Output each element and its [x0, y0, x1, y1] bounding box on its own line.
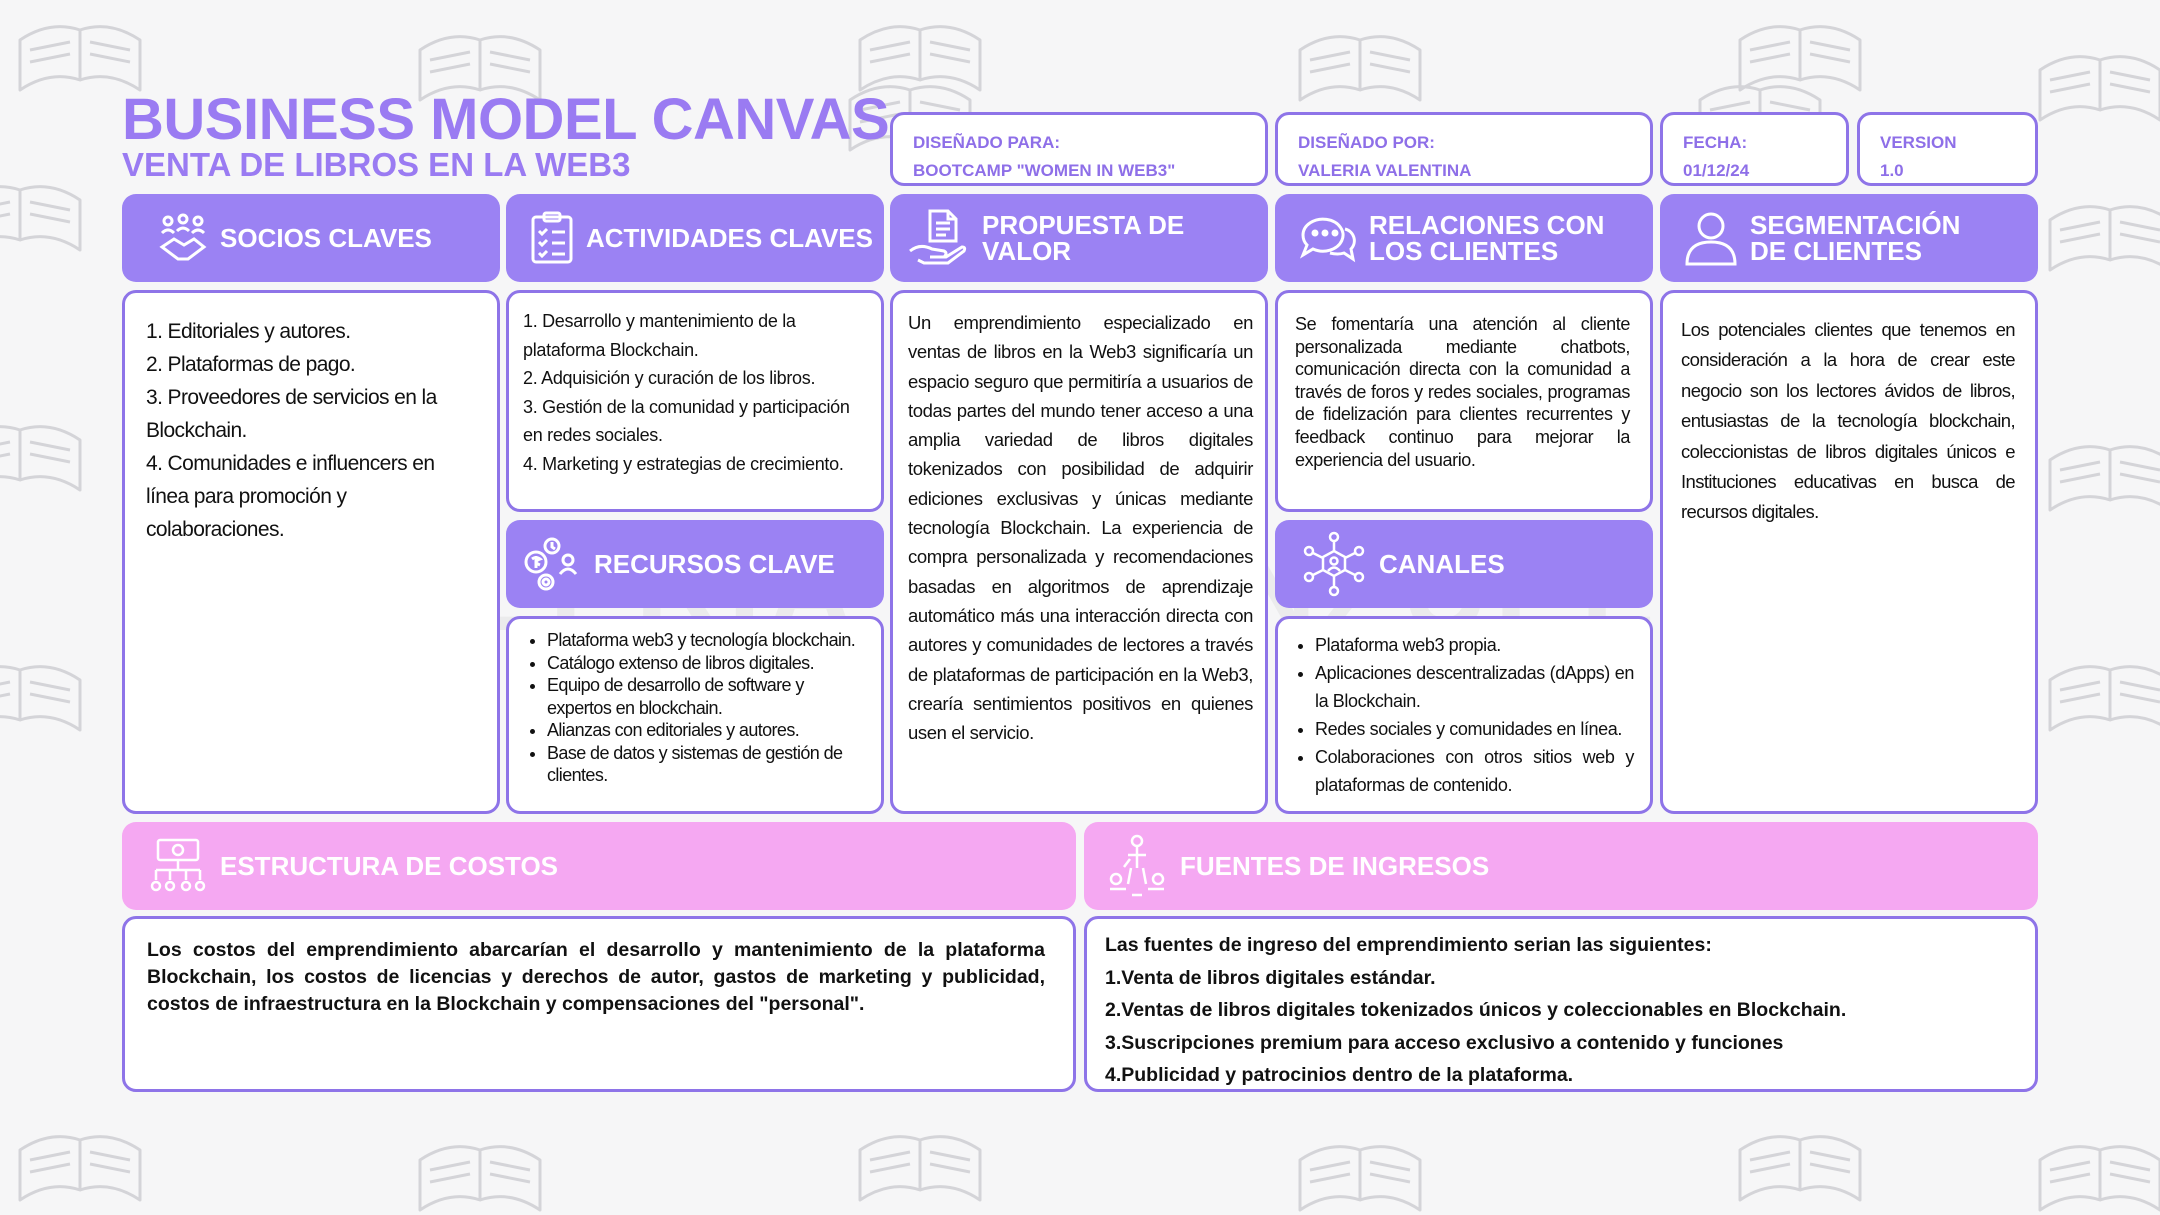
- segmentacion-header: [1660, 194, 2038, 282]
- canales-item: • Redes sociales y comunidades en línea.: [1315, 715, 1634, 743]
- propuesta-title-line1: PROPUESTA DE: [982, 210, 1185, 240]
- designed-for-label: DISEÑADO PARA:: [913, 133, 1061, 152]
- network-icon: [1301, 531, 1367, 597]
- ingresos-header: [1084, 822, 2038, 910]
- canales-item: • Colaboraciones con otros sitios web y plataformas de contenido.: [1315, 743, 1634, 799]
- costos-text: Los costos del emprendimiento abarcarían el desarrollo y mantenimiento de la plataforma Blockchain, los costos de licencias y derechos de autor, gastos de marketing y publicidad, costos de infraestructura en la Blockchain y compensaciones del "personal".: [147, 939, 1045, 1015]
- actividades-item: 4. Marketing y estrategias de crecimiento.: [523, 453, 844, 474]
- costos-title: ESTRUCTURA DE COSTOS: [220, 851, 559, 881]
- canales-item: • Plataforma web3 propia.: [1315, 631, 1634, 659]
- designed-for-box: [890, 112, 1268, 186]
- actividades-item: 2. Adquisición y curación de los libros.: [523, 368, 816, 388]
- socios-header: [122, 194, 500, 282]
- propuesta-text: Un emprendimiento especializado en ventas de libros en la Web3 significaría un espacio seguro que permitiría a usuarios de todas partes del mundo tener acceso a una amplia variedad de libros digitales tokenizados con posibilidad de adquirir ediciones exclusivas y únicas mediante tecnología Blockchain. La experiencia de compra personalizada y recomendaciones basadas en algoritmos de aprendizaje automático más una interacción directa con autores y comunidades de lectores a través de plataformas de participación en la Web3, crearía sentimientos positivos en quienes usen el servicio.: [908, 312, 1253, 744]
- relaciones-text: Se fomentaría una atención al cliente personalizada mediante chatbots, comunicación directa con la comunidad a través de foros y redes sociales, programas de fidelización para clientes recurrentes y feedback continuo para mejorar la experiencia del usuario.: [1295, 314, 1630, 470]
- chat-icon: [1299, 211, 1357, 265]
- version-value: 1.0: [1880, 161, 1904, 180]
- canales-header: [1275, 520, 1653, 608]
- actividades-item: 3. Gestión de la comunidad y participación en redes sociales.: [523, 396, 850, 445]
- relaciones-title-line2: LOS CLIENTES: [1369, 236, 1559, 266]
- propuesta-header: [890, 194, 1268, 282]
- recursos-body: [506, 616, 884, 814]
- propuesta-title-line2: VALOR: [982, 236, 1072, 266]
- relaciones-body: [1275, 290, 1653, 512]
- canales-body: [1275, 616, 1653, 814]
- socios-item: 2. Plataformas de pago.: [146, 353, 356, 376]
- actividades-header: [506, 194, 884, 282]
- page-title: BUSINESS MODEL CANVAS: [122, 87, 890, 152]
- date-box: [1660, 112, 1849, 186]
- segmentacion-title-line2: DE CLIENTES: [1750, 236, 1922, 266]
- recursos-title: RECURSOS CLAVE: [594, 549, 835, 579]
- version-label: VERSION: [1880, 133, 1957, 152]
- checklist-icon: [530, 211, 574, 265]
- actividades-item: 1. Desarrollo y mantenimiento de la plataforma Blockchain.: [523, 311, 796, 360]
- canales-item: • Aplicaciones descentralizadas (dApps) en la Blockchain.: [1315, 659, 1634, 715]
- recursos-item: • Alianzas con editoriales y autores.: [547, 719, 867, 742]
- ingresos-intro: Las fuentes de ingreso del emprendimiento serian las siguientes:: [1105, 934, 1712, 956]
- recursos-header: [506, 520, 884, 608]
- propuesta-body: [890, 290, 1268, 814]
- ingresos-item: 3.Suscripciones premium para acceso exclusivo a contenido y funciones: [1105, 1031, 1784, 1054]
- recursos-item: • Plataforma web3 y tecnología blockchain.: [547, 629, 867, 652]
- ingresos-item: 2.Ventas de libros digitales tokenizados únicos y coleccionables en Blockchain.: [1105, 999, 1847, 1021]
- designed-by-box: [1275, 112, 1653, 186]
- cost-structure-icon: [148, 836, 208, 896]
- costos-body: [122, 916, 1076, 1092]
- socios-body: [122, 290, 500, 814]
- segmentacion-text: Los potenciales clientes que tenemos en consideración a la hora de crear este negocio son los lectores ávidos de libros, entusiastas de la tecnología blockchain, coleccionistas de libros digitales únicos e Instituciones educativas en busca de recursos digitales.: [1681, 319, 2015, 523]
- ingresos-title: FUENTES DE INGRESOS: [1180, 851, 1490, 881]
- designed-by-label: DISEÑADO POR:: [1298, 133, 1435, 152]
- socios-title: SOCIOS CLAVES: [220, 223, 432, 253]
- socios-item: 3. Proveedores de servicios en la Blockchain.: [146, 386, 437, 442]
- value-hand-icon: [908, 207, 970, 269]
- page-subtitle: VENTA DE LIBROS EN LA WEB3: [122, 146, 631, 183]
- ingresos-item: 1.Venta de libros digitales estándar.: [1105, 966, 1436, 989]
- ingresos-item: 4.Publicidad y patrocinios dentro de la plataforma.: [1105, 1064, 1574, 1086]
- segmentacion-title-line1: SEGMENTACIÓN: [1750, 210, 1961, 240]
- relaciones-title-line1: RELACIONES CON: [1369, 210, 1605, 240]
- partners-icon: [158, 213, 208, 263]
- costos-header: [122, 822, 1076, 910]
- actividades-title: ACTIVIDADES CLAVES: [586, 223, 873, 253]
- socios-item: 1. Editoriales y autores.: [146, 320, 351, 343]
- recursos-item: • Catálogo extenso de libros digitales.: [547, 652, 867, 675]
- relaciones-header: [1275, 194, 1653, 282]
- segmentacion-body: [1660, 290, 2038, 814]
- canales-title: CANALES: [1379, 549, 1505, 579]
- resources-icon: [522, 534, 582, 594]
- date-value: 01/12/24: [1683, 161, 1750, 180]
- revenue-icon: [1106, 833, 1168, 899]
- version-box: [1857, 112, 2038, 186]
- user-icon: [1684, 210, 1738, 266]
- designed-by-value: VALERIA VALENTINA: [1298, 161, 1472, 180]
- actividades-body: [506, 290, 884, 512]
- date-label: FECHA:: [1683, 133, 1748, 152]
- recursos-item: • Equipo de desarrollo de software y expertos en blockchain.: [547, 674, 867, 719]
- designed-for-value: BOOTCAMP "WOMEN IN WEB3": [913, 161, 1176, 180]
- ingresos-body: [1084, 916, 2038, 1092]
- socios-item: 4. Comunidades e influencers en línea para promoción y colaboraciones.: [146, 452, 435, 541]
- recursos-item: • Base de datos y sistemas de gestión de clientes.: [547, 742, 867, 787]
